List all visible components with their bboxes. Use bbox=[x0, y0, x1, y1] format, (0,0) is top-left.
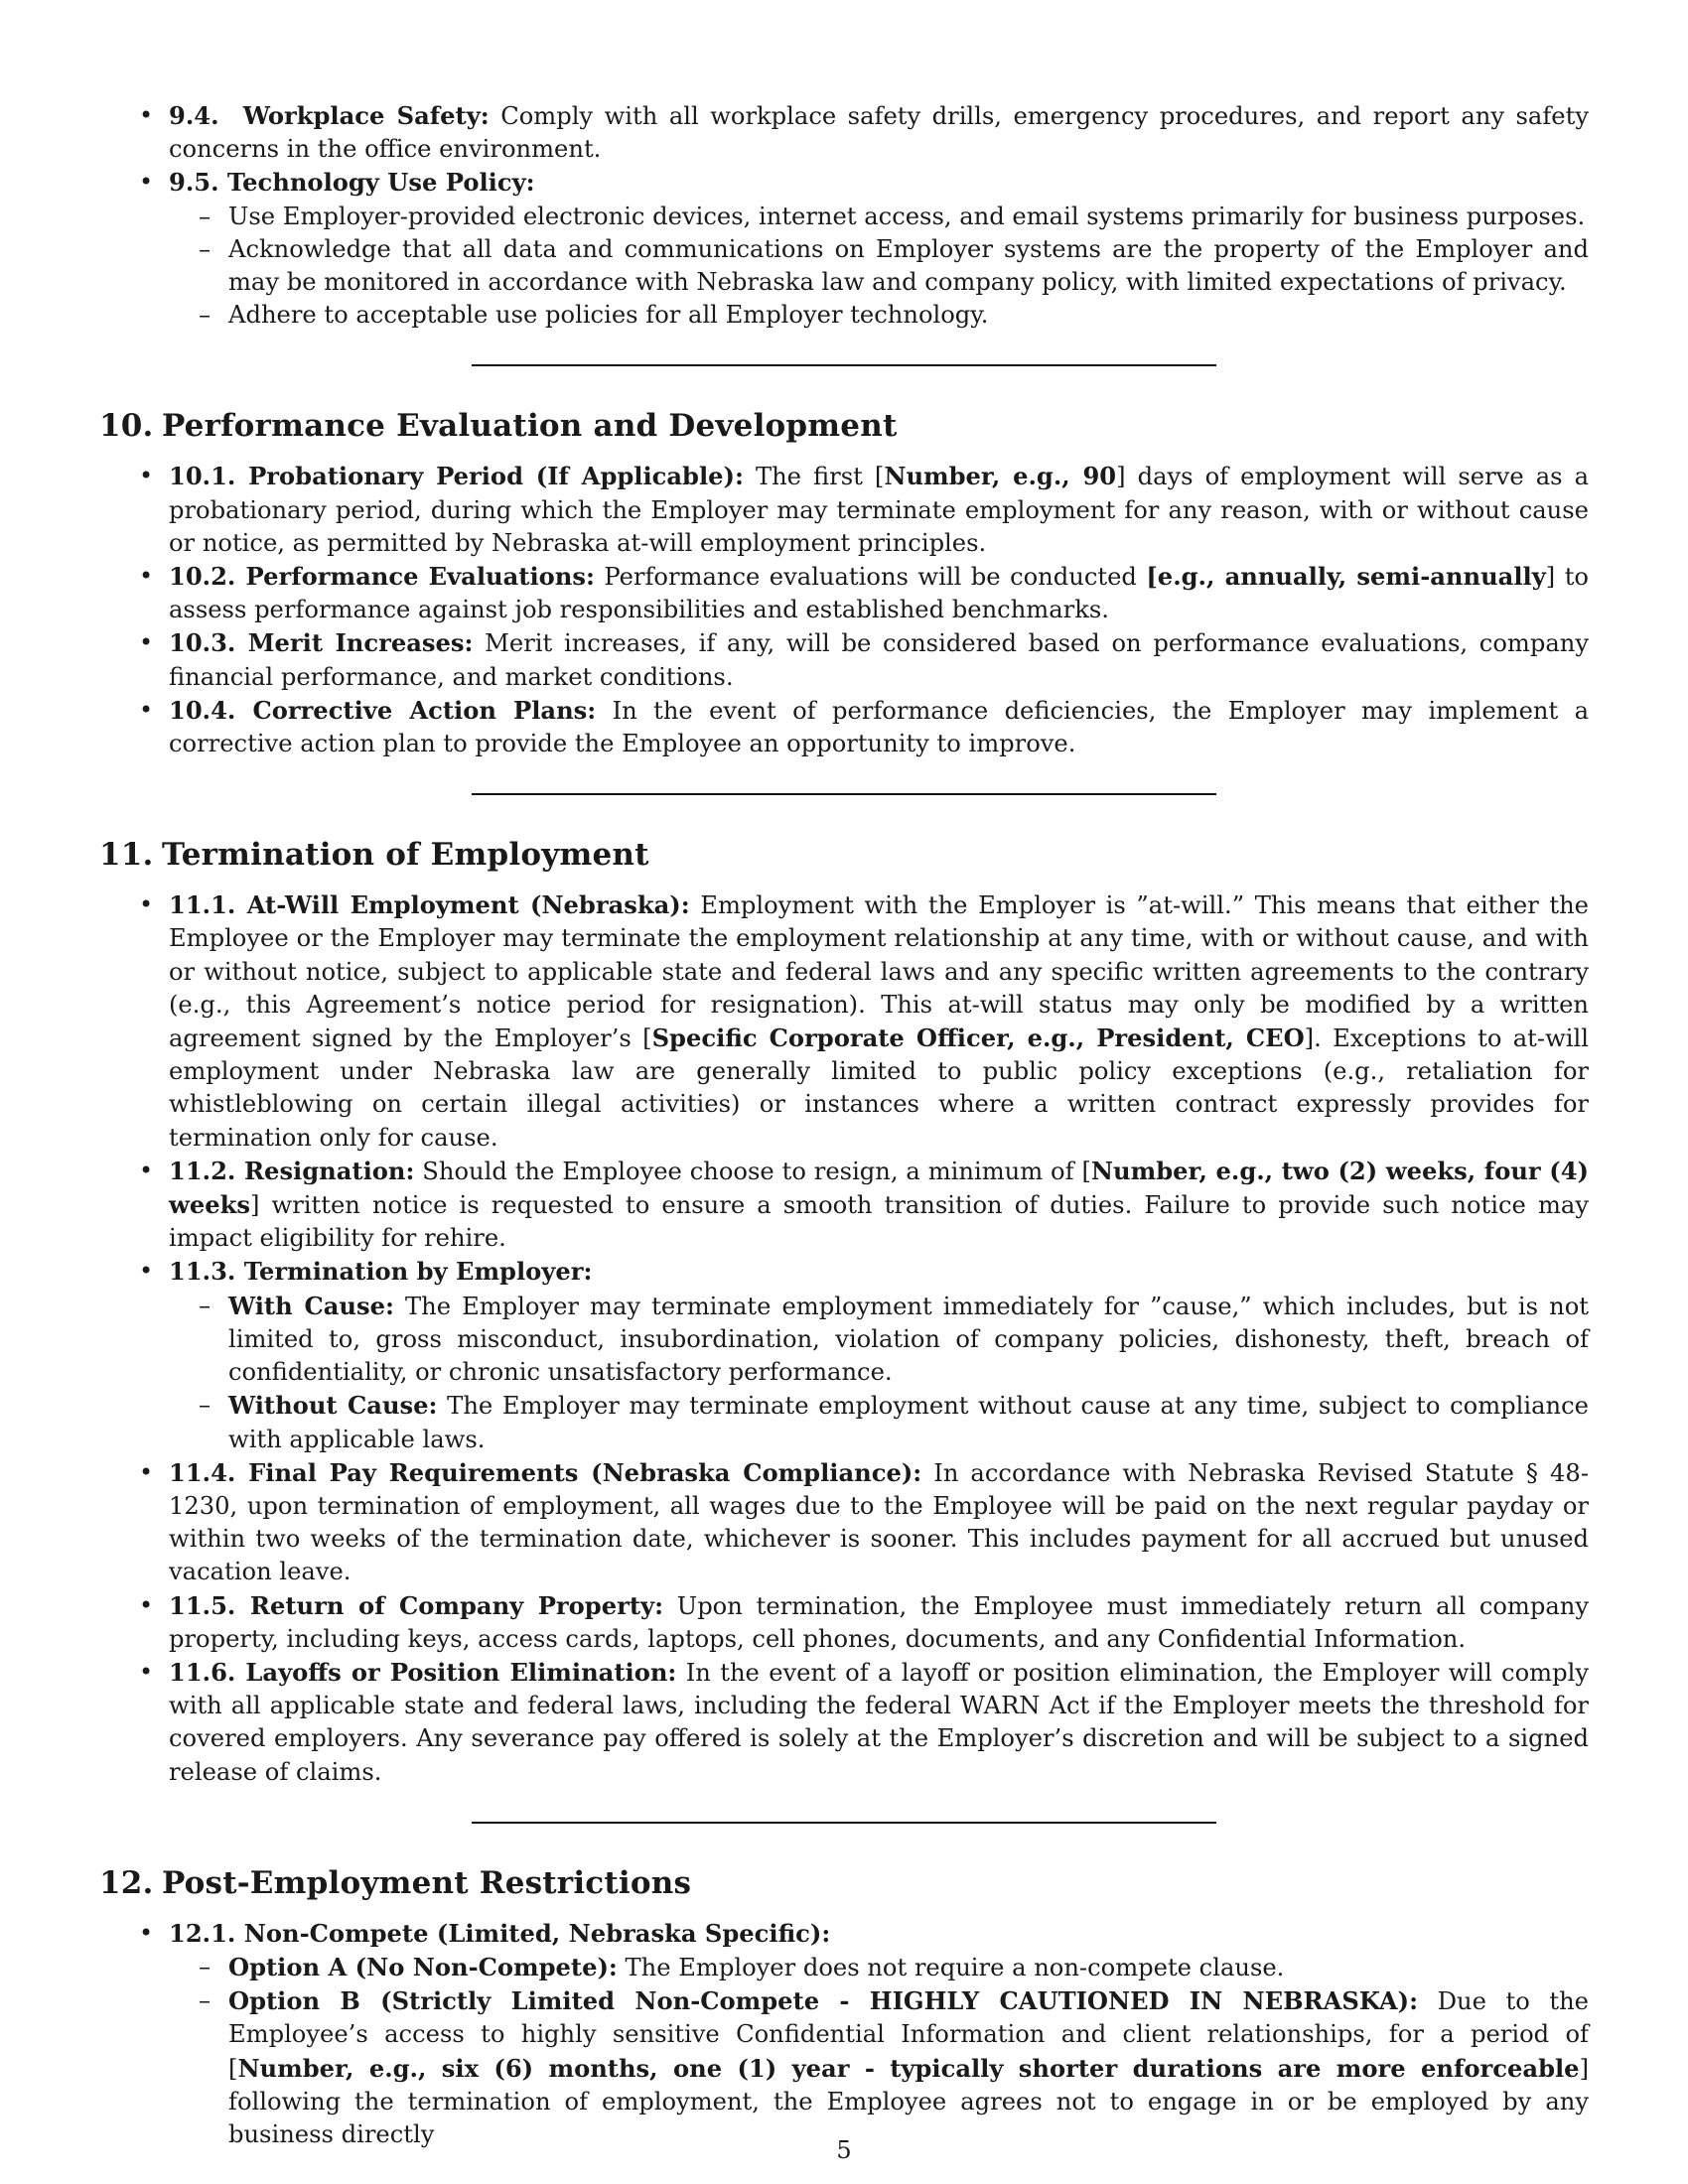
clause-text: Upon termination, the Employee must immediately return all company property, including keys, access cards, laptops, cell phones, documents, and any Confidential Information. bbox=[169, 1591, 1590, 1653]
sub-item-without-cause bbox=[169, 1389, 1589, 1455]
clause-label: 11.4. Final Pay Requirements (Nebraska Compliance): bbox=[169, 1457, 922, 1487]
section-10-list bbox=[99, 460, 1589, 760]
section-12-list bbox=[99, 1917, 1589, 2151]
clause-11-5 bbox=[99, 1589, 1589, 1656]
clause-label: 11.3. Termination by Employer: bbox=[169, 1257, 593, 1287]
clause-text: Employment with the Employer is ”at-will.” This means that either the Employee or the Employer may terminate the employment relationship at any time, with or without cause, and with or without notice, subject to applicable state and federal laws and any specific written agreements to the contrary (e.g., this Agreement’s notice period for resignation). This at-will status may only be modified by a written agreement signed by the Employer’s [ bbox=[169, 891, 1589, 1053]
sub-item: – Adhere to acceptable use policies for all Employer technology. bbox=[169, 299, 1589, 332]
clause-9-4 bbox=[99, 99, 1589, 166]
clause-label: 9.4. Workplace Safety: bbox=[169, 101, 490, 130]
clause-label: 10.3. Merit Increases: bbox=[169, 628, 474, 658]
option-label: Option A (No Non-Compete): bbox=[228, 1952, 618, 1981]
sub-item-label: With Cause: bbox=[228, 1291, 394, 1320]
section-number: 11. bbox=[99, 837, 154, 874]
sub-item-label: Without Cause: bbox=[228, 1391, 438, 1421]
clause-11-6 bbox=[99, 1656, 1589, 1789]
clause-12-1 bbox=[99, 1917, 1589, 2151]
section-9-list bbox=[99, 99, 1589, 332]
clause-label: 12.1. Non-Compete (Limited, Nebraska Specific): bbox=[169, 1918, 831, 1948]
clause-label: 10.2. Performance Evaluations: bbox=[169, 562, 595, 592]
clause-9-5 bbox=[99, 166, 1589, 332]
option-label: Option B (Strictly Limited Non-Compete - HIGHLY CAUTIONED IN NEBRASKA): bbox=[228, 1986, 1419, 2016]
clause-label: 11.6. Layoffs or Position Elimination: bbox=[169, 1657, 677, 1687]
clause-label: 10.4. Corrective Action Plans: bbox=[169, 695, 597, 725]
clause-10-3 bbox=[99, 626, 1589, 693]
sub-item: – Acknowledge that all data and communications on Employer systems are the property of the Employer and may be monitored in accordance with Nebraska law and company policy, with limited expectations of privacy. bbox=[169, 233, 1589, 299]
section-divider bbox=[472, 364, 1216, 366]
placeholder-text: [e.g., annually, semi-annually bbox=[1146, 562, 1546, 592]
section-heading-10 bbox=[99, 406, 1589, 446]
option-b bbox=[169, 1984, 1589, 2151]
clause-9-5-sublist bbox=[169, 201, 1589, 333]
clause-text: In the event of a layoff or position elimination, the Employer will comply with all applicable state and federal laws, including the federal WARN Act if the Employer meets the threshold for covered employers. Any severance pay offered is solely at the Employer’s discretion and will be subject to a signed release of claims. bbox=[169, 1658, 1589, 1786]
option-text: ] following the termination of employment, the Employee agrees not to engage in or be employed by any business directly bbox=[228, 2054, 1589, 2148]
clause-text: ] to assess performance against job responsibilities and established benchmarks. bbox=[169, 563, 1589, 624]
document-body bbox=[99, 99, 1589, 2151]
clause-label: 10.1. Probationary Period (If Applicable): bbox=[169, 462, 744, 491]
clause-text: Merit increases, if any, will be considered based on performance evaluations, company financial performance, and market conditions. bbox=[169, 629, 1589, 691]
clause-label: 11.1. At-Will Employment (Nebraska): bbox=[169, 890, 690, 920]
placeholder-text: Specific Corporate Officer, e.g., President, CEO bbox=[651, 1024, 1305, 1053]
section-heading-11 bbox=[99, 835, 1589, 875]
sub-item-with-cause bbox=[169, 1290, 1589, 1390]
page-number: 5 bbox=[836, 2136, 852, 2164]
section-title: Post-Employment Restrictions bbox=[162, 1864, 692, 1901]
clause-label: 9.5. Technology Use Policy: bbox=[169, 168, 535, 198]
option-a bbox=[169, 1951, 1589, 1984]
sub-item-text: The Employer may terminate employment immediately for ”cause,” which includes, but is not limited to, gross misconduct, insubordination, violation of company policies, dishonesty, theft, breach of confidentiality, or chronic unsatisfactory performance. bbox=[228, 1292, 1589, 1387]
clause-label: 11.5. Return of Company Property: bbox=[169, 1590, 664, 1620]
section-title: Termination of Employment bbox=[162, 837, 649, 874]
sub-item: – Use Employer-provided electronic devices, internet access, and email systems primarily for business purposes. bbox=[169, 201, 1589, 233]
clause-text: ]. Exceptions to at-will employment under Nebraska law are generally limited to public policy exceptions (e.g., retaliation for whistleblowing on certain illegal activities) or instances where a written contract expressly provides for termination only for cause. bbox=[169, 1024, 1589, 1152]
placeholder-text: Number, e.g., six (6) months, one (1) year - typically shorter durations are more enforceable bbox=[237, 2053, 1580, 2083]
clause-text: In accordance with Nebraska Revised Statute § 48-1230, upon termination of employment, all wages due to the Employee will be paid on the next regular payday or within two weeks of the termination date, whichever is sooner. This includes payment for all accrued but unused vacation leave. bbox=[169, 1458, 1589, 1586]
clause-11-1 bbox=[99, 888, 1589, 1155]
section-heading-12 bbox=[99, 1863, 1589, 1903]
clause-text: ] written notice is requested to ensure a smooth transition of duties. Failure to provide such notice may impact eligibility for rehire. bbox=[169, 1191, 1589, 1253]
clause-label: 11.2. Resignation: bbox=[169, 1156, 415, 1185]
clause-11-3-sublist bbox=[169, 1290, 1589, 1456]
clause-10-1 bbox=[99, 460, 1589, 560]
section-title: Performance Evaluation and Development bbox=[162, 408, 898, 445]
clause-text: Performance evaluations will be conducted bbox=[594, 563, 1147, 592]
clause-11-3 bbox=[99, 1255, 1589, 1455]
clause-11-4 bbox=[99, 1456, 1589, 1589]
clause-text: The first [ bbox=[743, 463, 885, 491]
option-text: The Employer does not require a non-compete clause. bbox=[617, 1953, 1285, 1981]
section-11-list bbox=[99, 888, 1589, 1788]
clause-text: Should the Employee choose to resign, a minimum of [ bbox=[414, 1157, 1091, 1185]
sub-item-text: The Employer may terminate employment without cause at any time, subject to compliance with applicable laws. bbox=[228, 1392, 1589, 1453]
clause-text: In the event of performance deficiencies, the Employer may implement a corrective action plan to provide the Employee an opportunity to improve. bbox=[169, 696, 1589, 758]
clause-10-4 bbox=[99, 694, 1589, 760]
section-number: 10. bbox=[99, 408, 154, 445]
clause-text: Comply with all workplace safety drills, emergency procedures, and report any safety concerns in the office environment. bbox=[169, 102, 1589, 164]
section-divider bbox=[472, 1822, 1216, 1824]
section-number: 12. bbox=[99, 1864, 154, 1901]
option-text: Due to the Employee’s access to highly sensitive Confidential Information and client relationships, for a period of [ bbox=[228, 1987, 1589, 2083]
section-divider bbox=[472, 793, 1216, 795]
placeholder-text: Number, e.g., two (2) weeks, four (4) weeks bbox=[169, 1156, 1589, 1220]
clause-11-2 bbox=[99, 1155, 1589, 1256]
clause-10-2 bbox=[99, 560, 1589, 626]
placeholder-text: Number, e.g., 90 bbox=[884, 462, 1117, 491]
clause-text: ] days of employment will serve as a probationary period, during which the Employer may terminate employment for any reason, with or without cause or notice, as permitted by Nebraska at-will employment principles. bbox=[169, 463, 1589, 557]
clause-12-1-sublist bbox=[169, 1951, 1589, 2151]
